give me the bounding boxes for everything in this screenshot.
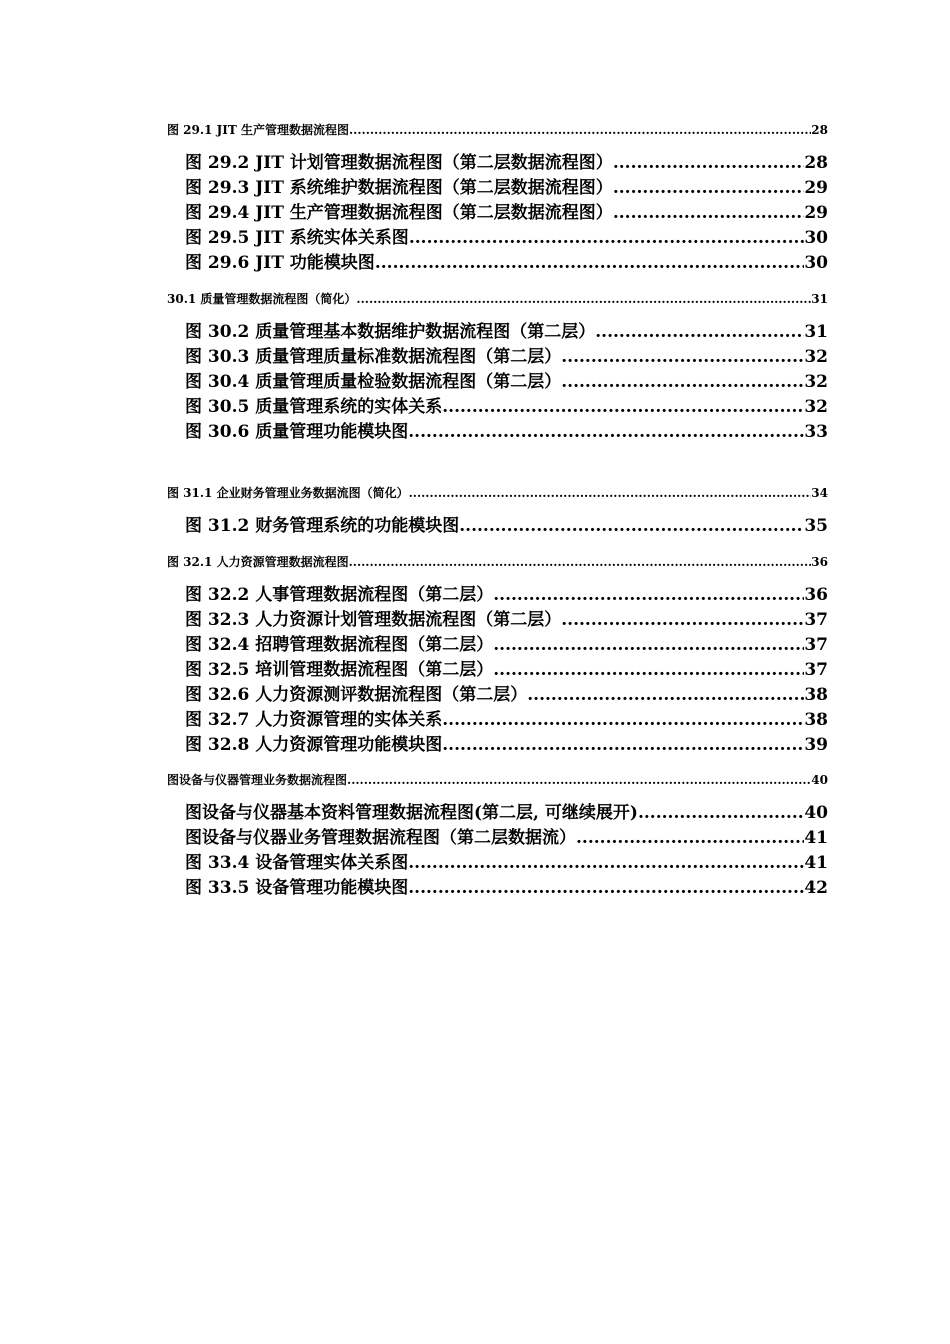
toc-entry[interactable] (185, 515, 828, 537)
toc-dot-leader (408, 877, 804, 899)
toc-entry-title: 图设备与仪器基本资料管理数据流程图(第二层, 可继续展开) (185, 803, 638, 823)
toc-entry-page: 41 (804, 853, 828, 873)
toc-entry[interactable] (185, 827, 828, 849)
toc-entry-title: 图 32.2 人事管理数据流程图（第二层） (185, 585, 494, 605)
toc-dot-leader (561, 609, 804, 631)
toc-dot-leader (375, 252, 805, 274)
toc-entry[interactable] (167, 772, 828, 788)
toc-entry-title: 图设备与仪器管理业务数据流程图 (167, 773, 348, 787)
toc-dot-leader (347, 772, 811, 788)
toc-entry-page: 38 (804, 710, 828, 730)
toc-entry-page: 41 (804, 828, 828, 848)
toc-entry-page: 36 (811, 555, 828, 569)
toc-entry-title: 图 33.4 设备管理实体关系图 (185, 853, 409, 873)
toc-entry-page: 37 (804, 660, 828, 680)
toc-entry-page: 34 (811, 486, 828, 500)
toc-dot-leader (493, 659, 804, 681)
toc-entry-title: 图 29.3 JIT 系统维护数据流程图（第二层数据流程图） (185, 178, 613, 198)
toc-entry-page: 37 (804, 635, 828, 655)
toc-entry-page: 29 (804, 178, 828, 198)
toc-entry[interactable] (185, 252, 828, 274)
toc-dot-leader (409, 485, 812, 501)
toc-entry[interactable] (167, 554, 828, 570)
toc-dot-leader (442, 709, 804, 731)
toc-entry-title: 图 33.5 设备管理功能模块图 (185, 878, 409, 898)
toc-dot-leader (349, 554, 812, 570)
toc-entry-title: 图 32.3 人力资源计划管理数据流程图（第二层） (185, 610, 562, 630)
toc-entry[interactable] (185, 659, 828, 681)
toc-entry-page: 29 (804, 203, 828, 223)
toc-entry-page: 31 (804, 322, 828, 342)
toc-entry-title: 图 32.7 人力资源管理的实体关系 (185, 710, 443, 730)
toc-dot-leader (638, 802, 804, 824)
toc-dot-leader (356, 291, 811, 307)
toc-entry-title: 图 30.3 质量管理质量标准数据流程图（第二层） (185, 347, 562, 367)
toc-dot-leader (349, 122, 811, 138)
toc-entry[interactable] (185, 396, 828, 418)
toc-entry-page: 32 (804, 372, 828, 392)
toc-dot-leader (408, 421, 804, 443)
toc-dot-leader (613, 202, 805, 224)
toc-entry-title: 图 31.2 财务管理系统的功能模块图 (185, 516, 460, 536)
toc-entry-title: 30.1 质量管理数据流程图（简化） (167, 292, 357, 306)
toc-entry-title: 图 32.1 人力资源管理数据流程图 (167, 555, 349, 569)
toc-entry[interactable] (185, 177, 828, 199)
toc-entry-page: 40 (811, 773, 828, 787)
toc-entry[interactable] (185, 421, 828, 443)
toc-entry-page: 31 (811, 292, 828, 306)
toc-entry-page: 38 (804, 685, 828, 705)
toc-entry-title: 图 32.4 招聘管理数据流程图（第二层） (185, 635, 494, 655)
toc-entry-title: 图 29.1 JIT 生产管理数据流程图 (167, 123, 349, 137)
toc-entry-page: 42 (804, 878, 828, 898)
toc-entry[interactable] (185, 852, 828, 874)
toc-entry[interactable] (167, 122, 828, 138)
toc-entry-page: 28 (804, 153, 828, 173)
toc-entry[interactable] (185, 321, 828, 343)
toc-entry-page: 33 (804, 422, 828, 442)
toc-entry-title: 图 29.5 JIT 系统实体关系图 (185, 228, 409, 248)
toc-entry[interactable] (185, 877, 828, 899)
toc-dot-leader (493, 584, 804, 606)
toc-entry[interactable] (185, 584, 828, 606)
toc-entry-title: 图 32.8 人力资源管理功能模块图 (185, 735, 443, 755)
toc-entry-title: 图 30.2 质量管理基本数据维护数据流程图（第二层） (185, 322, 596, 342)
toc-entry-page: 40 (804, 803, 828, 823)
toc-dot-leader (613, 177, 805, 199)
toc-dot-leader (442, 396, 804, 418)
toc-dot-leader (613, 152, 805, 174)
toc-entry-title: 图 30.4 质量管理质量检验数据流程图（第二层） (185, 372, 562, 392)
toc-entry-title: 图 29.6 JIT 功能模块图 (185, 253, 375, 273)
toc-entry-title: 图 30.5 质量管理系统的实体关系 (185, 397, 443, 417)
toc-entry[interactable] (185, 346, 828, 368)
toc-entry-page: 36 (804, 585, 828, 605)
toc-dot-leader (561, 371, 804, 393)
toc-entry[interactable] (167, 485, 828, 501)
toc-entry-page: 32 (804, 347, 828, 367)
toc-entry[interactable] (185, 371, 828, 393)
toc-dot-leader (459, 515, 804, 537)
toc-entry-page: 39 (804, 735, 828, 755)
toc-dot-leader (527, 684, 804, 706)
toc-dot-leader (576, 827, 804, 849)
toc-entry[interactable] (185, 152, 828, 174)
toc-dot-leader (493, 634, 804, 656)
toc-dot-leader (442, 734, 804, 756)
toc-entry[interactable] (185, 227, 828, 249)
toc-entry-page: 30 (804, 228, 828, 248)
toc-entry[interactable] (185, 609, 828, 631)
toc-entry-page: 32 (804, 397, 828, 417)
toc-entry[interactable] (185, 634, 828, 656)
toc-entry-page: 37 (804, 610, 828, 630)
toc-entry-title: 图 29.4 JIT 生产管理数据流程图（第二层数据流程图） (185, 203, 613, 223)
toc-entry-title: 图 30.6 质量管理功能模块图 (185, 422, 409, 442)
toc-entry[interactable] (185, 802, 828, 824)
toc-dot-leader (561, 346, 804, 368)
toc-entry-title: 图 29.2 JIT 计划管理数据流程图（第二层数据流程图） (185, 153, 613, 173)
toc-entry-page: 30 (804, 253, 828, 273)
toc-entry[interactable] (185, 734, 828, 756)
toc-entry-page: 35 (804, 516, 828, 536)
toc-entry[interactable] (185, 684, 828, 706)
toc-entry-title: 图 32.5 培训管理数据流程图（第二层） (185, 660, 494, 680)
toc-entry-title: 图 31.1 企业财务管理业务数据流图（简化） (167, 486, 409, 500)
toc-entry[interactable] (185, 202, 828, 224)
toc-entry-title: 图设备与仪器业务管理数据流程图（第二层数据流） (185, 828, 576, 848)
toc-entry-page: 28 (811, 123, 828, 137)
toc-dot-leader (408, 852, 804, 874)
toc-dot-leader (409, 227, 805, 249)
toc-dot-leader (595, 321, 804, 343)
toc-entry[interactable] (167, 291, 828, 307)
toc-entry[interactable] (185, 709, 828, 731)
toc-entry-title: 图 32.6 人力资源测评数据流程图（第二层） (185, 685, 528, 705)
